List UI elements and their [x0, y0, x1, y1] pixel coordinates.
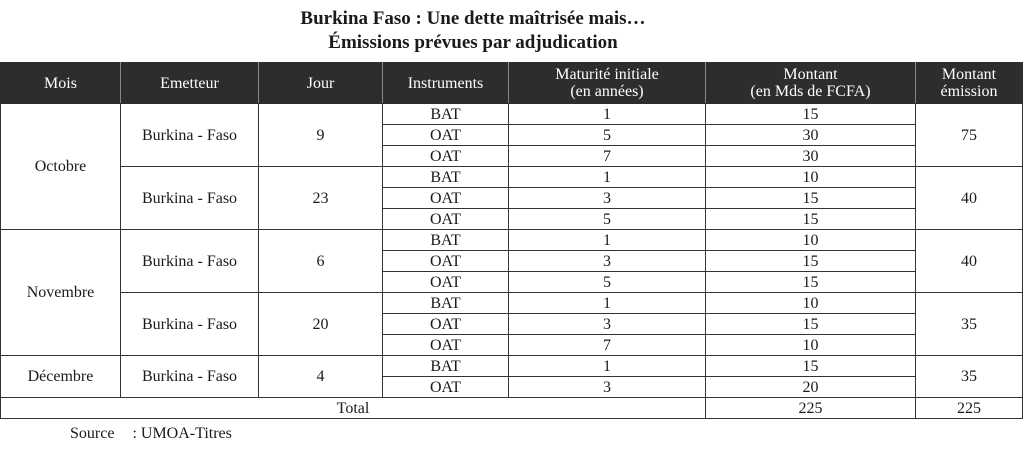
- source-note: [70, 424, 232, 444]
- header-emetteur: Emetteur: [121, 63, 259, 104]
- table-row: [1, 230, 1023, 251]
- cell-instrument: OAT: [383, 335, 509, 356]
- cell-maturite: 3: [509, 188, 706, 209]
- cell-montant: 15: [706, 188, 916, 209]
- cell-instrument: OAT: [383, 251, 509, 272]
- cell-maturite: 5: [509, 125, 706, 146]
- cell-montant: 10: [706, 167, 916, 188]
- cell-montant: 15: [706, 209, 916, 230]
- total-montant: 225: [706, 398, 916, 419]
- total-label: Total: [1, 398, 706, 419]
- cell-montant: 20: [706, 377, 916, 398]
- cell-montant: 30: [706, 146, 916, 167]
- cell-instrument: BAT: [383, 167, 509, 188]
- cell-jour: 6: [259, 230, 383, 293]
- header-montant: [706, 63, 916, 104]
- header-emission-line2: émission: [940, 83, 998, 100]
- cell-instrument: OAT: [383, 272, 509, 293]
- header-instruments: Instruments: [383, 63, 509, 104]
- cell-maturite: 1: [509, 293, 706, 314]
- cell-maturite: 1: [509, 167, 706, 188]
- table-subtitle: Émissions prévues par adjudication: [328, 32, 618, 53]
- cell-montant: 15: [706, 314, 916, 335]
- cell-maturite: 3: [509, 314, 706, 335]
- cell-instrument: BAT: [383, 230, 509, 251]
- cell-emetteur: Burkina - Faso: [121, 293, 259, 356]
- cell-jour: 20: [259, 293, 383, 356]
- cell-maturite: 7: [509, 335, 706, 356]
- cell-emission: 35: [916, 356, 1023, 398]
- cell-instrument: OAT: [383, 209, 509, 230]
- table-row: [1, 356, 1023, 377]
- cell-emission: 40: [916, 167, 1023, 230]
- table-title: Burkina Faso : Une dette maîtrisée mais…: [300, 8, 646, 29]
- cell-emetteur: Burkina - Faso: [121, 167, 259, 230]
- cell-jour: 9: [259, 104, 383, 167]
- table-row: [1, 167, 1023, 188]
- cell-montant: 15: [706, 356, 916, 377]
- header-row: [1, 63, 1023, 104]
- table-body: [1, 104, 1023, 398]
- cell-instrument: BAT: [383, 104, 509, 125]
- source-value: : UMOA-Titres: [132, 425, 232, 442]
- header-emission: [916, 63, 1023, 104]
- cell-instrument: OAT: [383, 314, 509, 335]
- cell-emetteur: Burkina - Faso: [121, 104, 259, 167]
- header-maturite-line1: Maturité initiale: [555, 66, 659, 83]
- cell-instrument: OAT: [383, 377, 509, 398]
- cell-emission: 40: [916, 230, 1023, 293]
- cell-instrument: OAT: [383, 146, 509, 167]
- table-row: [1, 104, 1023, 125]
- issuance-table: [0, 62, 1023, 419]
- cell-instrument: BAT: [383, 293, 509, 314]
- cell-montant: 15: [706, 104, 916, 125]
- total-emission: 225: [916, 398, 1023, 419]
- cell-montant: 10: [706, 335, 916, 356]
- total-row: [1, 398, 1023, 419]
- header-jour: Jour: [259, 63, 383, 104]
- cell-montant: 10: [706, 230, 916, 251]
- cell-maturite: 1: [509, 356, 706, 377]
- cell-emission: 75: [916, 104, 1023, 167]
- header-mois: Mois: [1, 63, 121, 104]
- header-maturite: [509, 63, 706, 104]
- cell-emetteur: Burkina - Faso: [121, 356, 259, 398]
- cell-maturite: 3: [509, 251, 706, 272]
- cell-mois: Octobre: [1, 104, 121, 230]
- header-maturite-line2: (en années): [570, 83, 644, 100]
- cell-maturite: 1: [509, 230, 706, 251]
- cell-instrument: OAT: [383, 125, 509, 146]
- header-montant-line1: Montant: [783, 66, 838, 83]
- cell-mois: Décembre: [1, 356, 121, 398]
- cell-montant: 30: [706, 125, 916, 146]
- header-emission-line1: Montant: [941, 66, 997, 83]
- cell-montant: 15: [706, 251, 916, 272]
- cell-montant: 15: [706, 272, 916, 293]
- table-row: [1, 293, 1023, 314]
- source-label: Source: [70, 425, 115, 442]
- cell-montant: 10: [706, 293, 916, 314]
- cell-instrument: BAT: [383, 356, 509, 377]
- cell-maturite: 3: [509, 377, 706, 398]
- cell-maturite: 1: [509, 104, 706, 125]
- cell-jour: 4: [259, 356, 383, 398]
- cell-maturite: 5: [509, 272, 706, 293]
- cell-emetteur: Burkina - Faso: [121, 230, 259, 293]
- header-montant-line2: (en Mds de FCFA): [750, 83, 871, 100]
- cell-jour: 23: [259, 167, 383, 230]
- cell-instrument: OAT: [383, 188, 509, 209]
- cell-maturite: 7: [509, 146, 706, 167]
- cell-maturite: 5: [509, 209, 706, 230]
- cell-emission: 35: [916, 293, 1023, 356]
- cell-mois: Novembre: [1, 230, 121, 356]
